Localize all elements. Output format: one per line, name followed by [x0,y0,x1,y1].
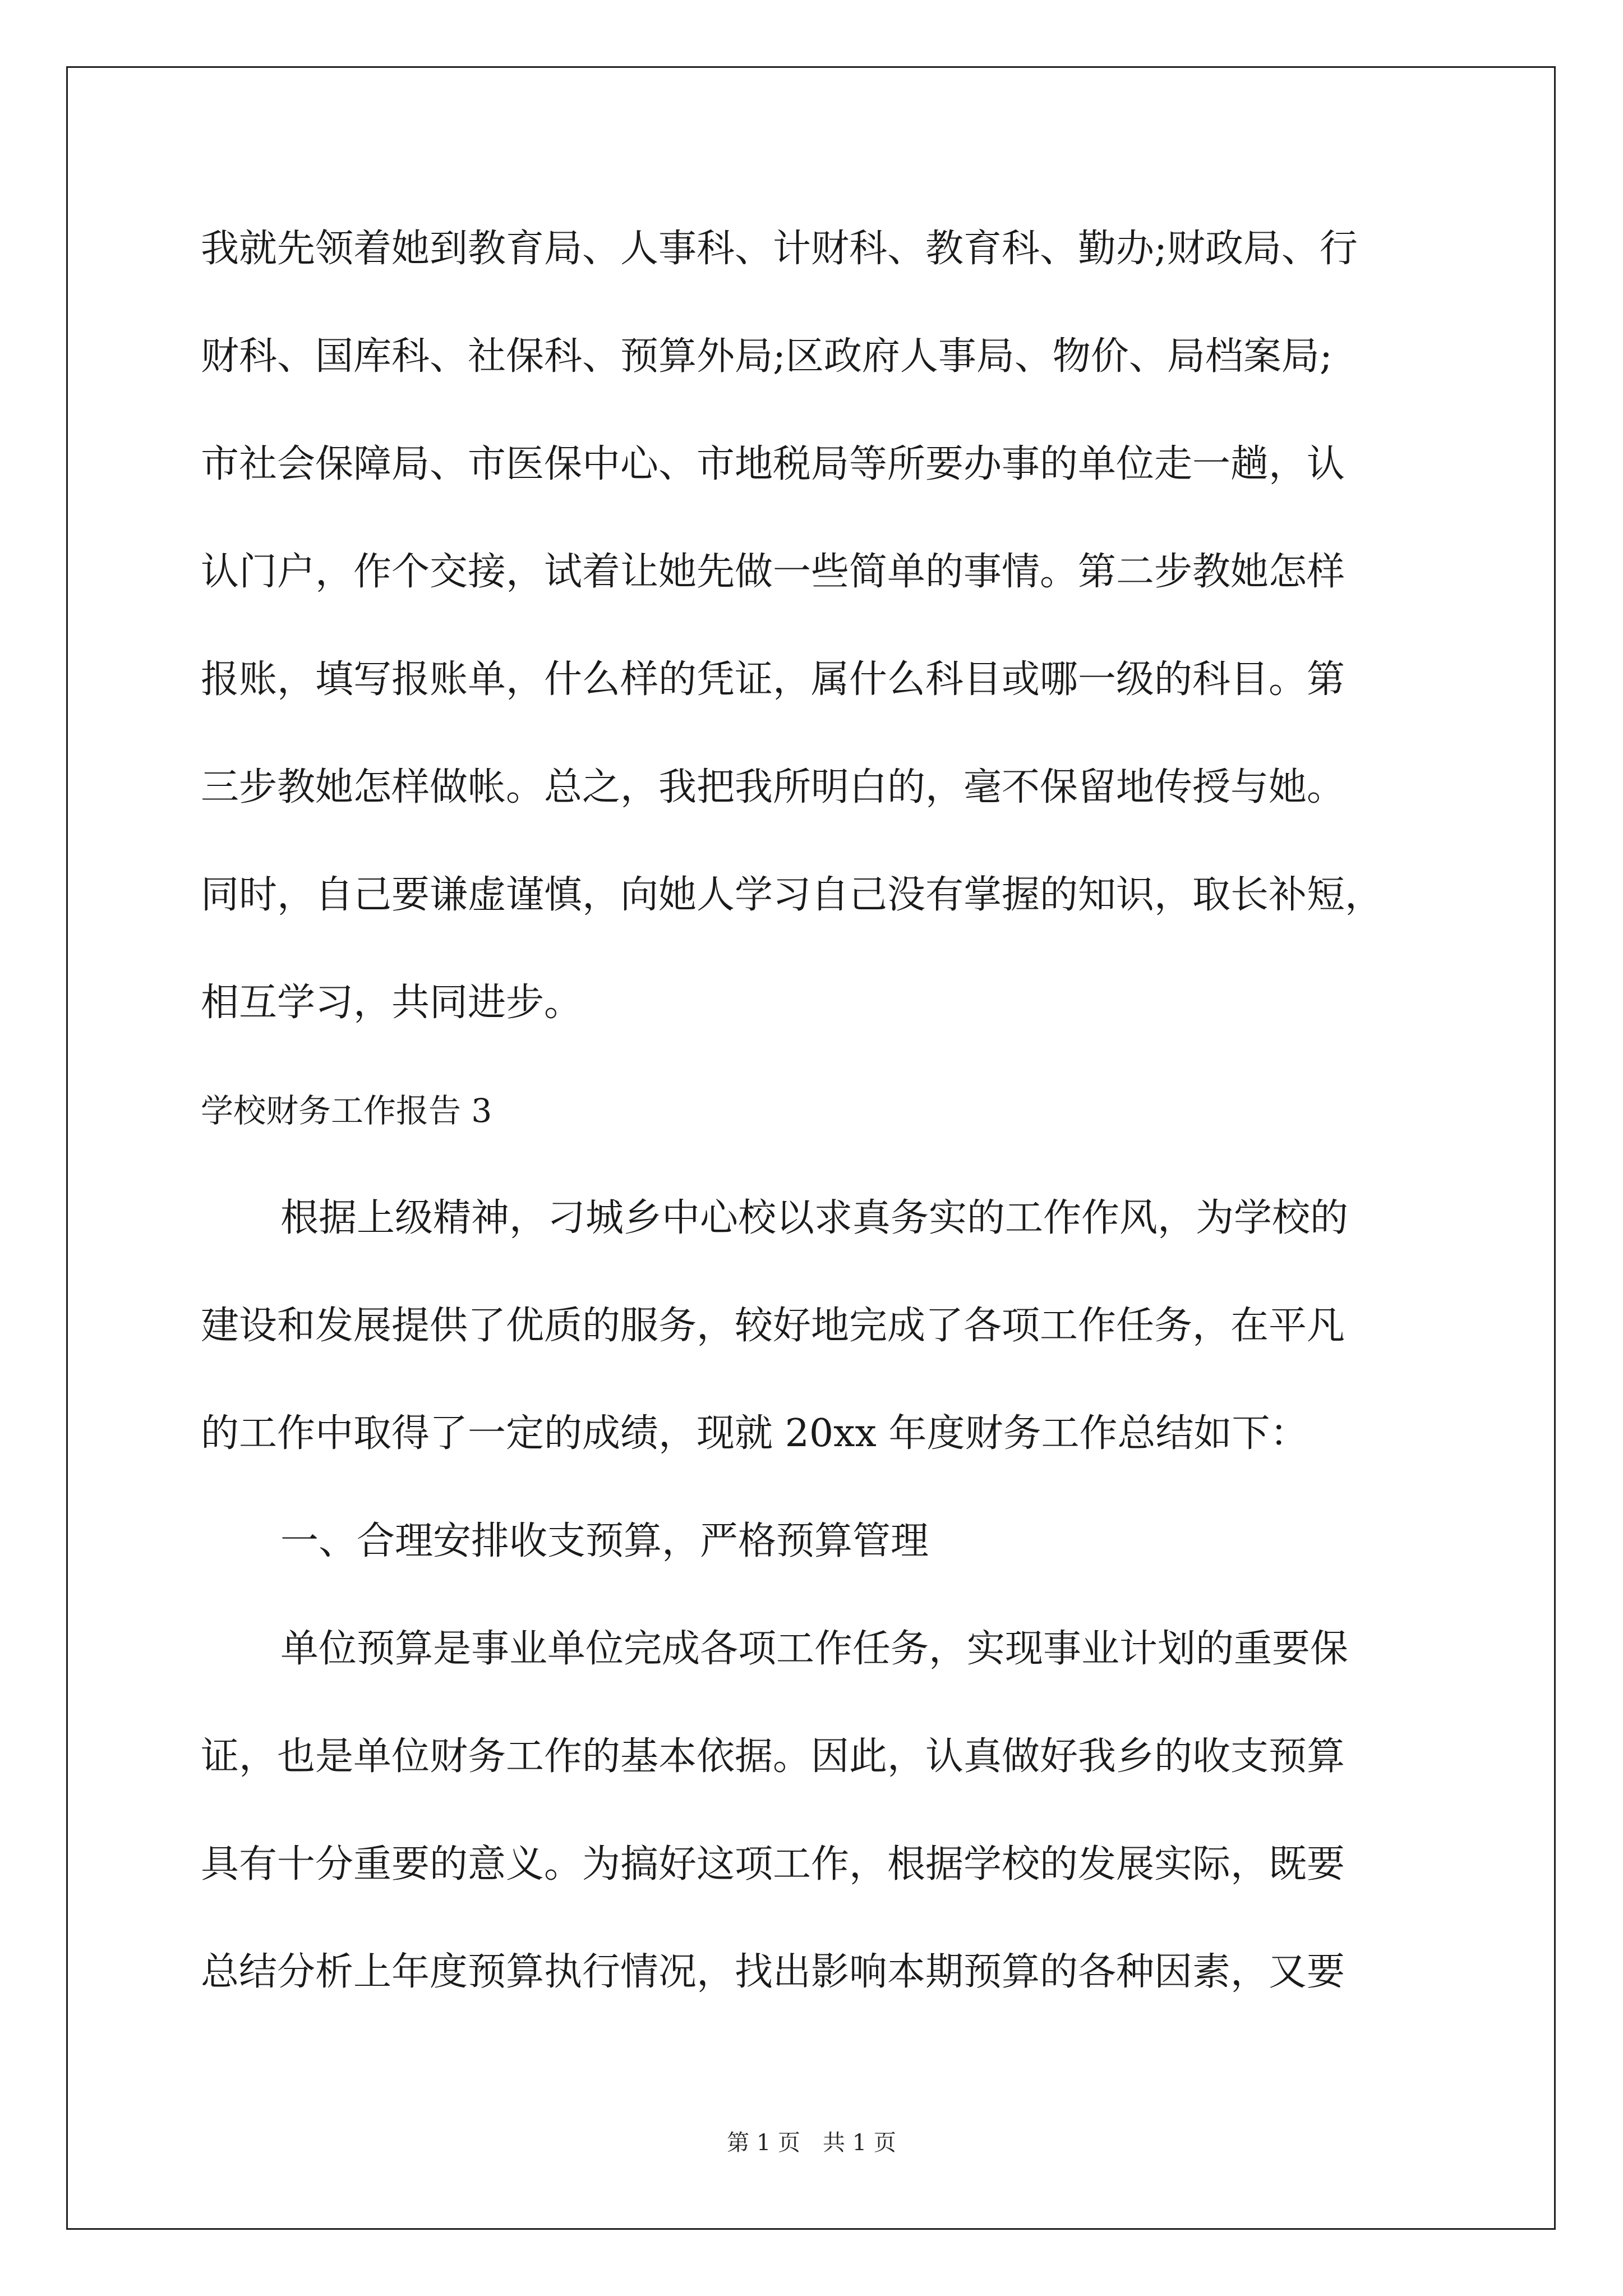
subheading: 一、合理安排收支预算，严格预算管理 [280,1519,929,1563]
paragraph-line: 同时，自己要谦虚谨慎，向她人学习自己没有掌握的知识，取长补短， [201,873,1384,917]
paragraph-line: 具有十分重要的意义。为搞好这项工作，根据学校的发展实际，既要 [201,1842,1345,1887]
paragraph-line: 报账，填写报账单，什么样的凭证，属什么科目或哪一级的科目。第 [201,657,1345,702]
paragraph-line: 认门户，作个交接，试着让她先做一些简单的事情。第二步教她怎样 [201,550,1345,594]
paragraph-line: 三步教她怎样做帐。总之，我把我所明白的，毫不保留地传授与她。 [201,765,1345,809]
paragraph-line: 财科、国库科、社保科、预算外局;区政府人事局、物价、局档案局; [201,334,1332,379]
document-body [201,195,1440,2026]
paragraph-line: 证，也是单位财务工作的基本依据。因此，认真做好我乡的收支预算 [201,1734,1345,1779]
paragraph-line: 我就先领着她到教育局、人事科、计财科、教育科、勤办;财政局、行 [201,227,1358,271]
paragraph-line: 建设和发展提供了优质的服务，较好地完成了各项工作任务，在平凡 [201,1304,1345,1348]
paragraph-line: 单位预算是事业单位完成各项工作任务，实现事业计划的重要保 [280,1627,1349,1671]
page-footer [0,2125,1623,2157]
paragraph-line: 市社会保障局、市医保中心、市地税局等所要办事的单位走一趟，认 [201,442,1345,486]
paragraph-line: 总结分析上年度预算执行情况，找出影响本期预算的各种因素，又要 [201,1950,1345,1994]
page-number: 第 1 页 [727,2130,800,2156]
paragraph-line: 的工作中取得了一定的成绩，现就 20xx 年度财务工作总结如下： [201,1411,1308,1456]
paragraph-line: 根据上级精神，刁城乡中心校以求真务实的工作作风，为学校的 [280,1196,1349,1240]
page-count: 共 1 页 [823,2130,896,2156]
section-title: 学校财务工作报告 3 [201,1092,492,1130]
paragraph-line: 相互学习，共同进步。 [201,981,583,1025]
